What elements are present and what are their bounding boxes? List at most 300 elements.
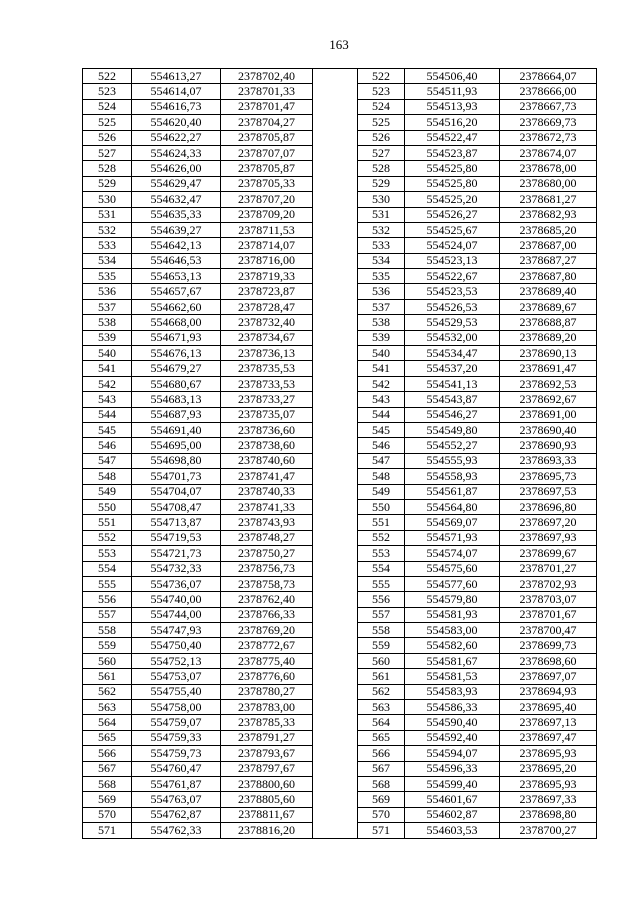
left-x-coordinate: 554653,13 — [132, 269, 221, 284]
right-y-coordinate: 2378695,93 — [500, 746, 597, 761]
right-x-coordinate: 554526,53 — [405, 299, 500, 314]
right-x-coordinate: 554523,53 — [405, 284, 500, 299]
left-point-number: 562 — [83, 684, 132, 699]
coordinates-table — [82, 68, 597, 839]
right-y-coordinate: 2378697,53 — [500, 484, 597, 499]
right-x-coordinate: 554574,07 — [405, 546, 500, 561]
right-point-number: 554 — [358, 561, 405, 576]
right-x-coordinate: 554513,93 — [405, 99, 500, 114]
right-x-coordinate: 554525,20 — [405, 192, 500, 207]
right-point-number: 528 — [358, 161, 405, 176]
right-y-coordinate: 2378681,27 — [500, 192, 597, 207]
left-x-coordinate: 554629,47 — [132, 176, 221, 191]
left-point-number: 554 — [83, 561, 132, 576]
right-y-coordinate: 2378699,67 — [500, 546, 597, 561]
right-point-number: 553 — [358, 546, 405, 561]
right-y-coordinate: 2378687,80 — [500, 269, 597, 284]
left-y-coordinate: 2378728,47 — [221, 299, 313, 314]
right-y-coordinate: 2378698,80 — [500, 807, 597, 822]
left-y-coordinate: 2378816,20 — [221, 823, 313, 838]
right-x-coordinate: 554555,93 — [405, 453, 500, 468]
right-point-number: 529 — [358, 176, 405, 191]
right-y-coordinate: 2378666,00 — [500, 84, 597, 99]
left-y-coordinate: 2378702,40 — [221, 69, 313, 84]
right-x-coordinate: 554522,47 — [405, 130, 500, 145]
right-x-coordinate: 554586,33 — [405, 700, 500, 715]
left-x-coordinate: 554657,67 — [132, 284, 221, 299]
right-point-number: 568 — [358, 776, 405, 791]
right-y-coordinate: 2378697,07 — [500, 669, 597, 684]
left-point-number: 548 — [83, 469, 132, 484]
left-x-coordinate: 554758,00 — [132, 700, 221, 715]
left-y-coordinate: 2378811,67 — [221, 807, 313, 822]
left-point-number: 522 — [83, 69, 132, 84]
right-point-number: 522 — [358, 69, 405, 84]
left-point-number: 550 — [83, 499, 132, 514]
right-x-coordinate: 554511,93 — [405, 84, 500, 99]
left-y-coordinate: 2378785,33 — [221, 715, 313, 730]
left-x-coordinate: 554740,00 — [132, 592, 221, 607]
right-y-coordinate: 2378693,33 — [500, 453, 597, 468]
left-x-coordinate: 554671,93 — [132, 330, 221, 345]
left-x-coordinate: 554676,13 — [132, 346, 221, 361]
left-point-number: 543 — [83, 392, 132, 407]
right-point-number: 547 — [358, 453, 405, 468]
left-point-number: 560 — [83, 653, 132, 668]
right-y-coordinate: 2378672,73 — [500, 130, 597, 145]
right-point-number: 544 — [358, 407, 405, 422]
left-x-coordinate: 554750,40 — [132, 638, 221, 653]
left-point-number: 558 — [83, 623, 132, 638]
left-point-number: 563 — [83, 700, 132, 715]
left-x-coordinate: 554744,00 — [132, 607, 221, 622]
left-x-coordinate: 554620,40 — [132, 115, 221, 130]
left-point-number: 534 — [83, 253, 132, 268]
right-x-coordinate: 554532,00 — [405, 330, 500, 345]
right-x-coordinate: 554561,87 — [405, 484, 500, 499]
left-x-coordinate: 554747,93 — [132, 623, 221, 638]
right-point-number: 557 — [358, 607, 405, 622]
left-point-number: 525 — [83, 115, 132, 130]
left-y-coordinate: 2378748,27 — [221, 530, 313, 545]
right-point-number: 566 — [358, 746, 405, 761]
left-point-number: 532 — [83, 222, 132, 237]
right-x-coordinate: 554571,93 — [405, 530, 500, 545]
left-point-number: 529 — [83, 176, 132, 191]
left-x-coordinate: 554713,87 — [132, 515, 221, 530]
left-point-number: 538 — [83, 315, 132, 330]
right-x-coordinate: 554526,27 — [405, 207, 500, 222]
left-x-coordinate: 554701,73 — [132, 469, 221, 484]
right-x-coordinate: 554523,13 — [405, 253, 500, 268]
left-y-coordinate: 2378743,93 — [221, 515, 313, 530]
right-y-coordinate: 2378689,20 — [500, 330, 597, 345]
right-x-coordinate: 554546,27 — [405, 407, 500, 422]
left-point-number: 561 — [83, 669, 132, 684]
left-x-coordinate: 554732,33 — [132, 561, 221, 576]
right-point-number: 545 — [358, 422, 405, 437]
right-x-coordinate: 554581,53 — [405, 669, 500, 684]
right-x-coordinate: 554602,87 — [405, 807, 500, 822]
right-y-coordinate: 2378669,73 — [500, 115, 597, 130]
left-y-coordinate: 2378791,27 — [221, 730, 313, 745]
right-x-coordinate: 554524,07 — [405, 238, 500, 253]
right-x-coordinate: 554529,53 — [405, 315, 500, 330]
left-x-coordinate: 554760,47 — [132, 761, 221, 776]
left-y-coordinate: 2378701,47 — [221, 99, 313, 114]
right-point-number: 530 — [358, 192, 405, 207]
left-x-coordinate: 554680,67 — [132, 376, 221, 391]
left-x-coordinate: 554708,47 — [132, 499, 221, 514]
left-point-number: 530 — [83, 192, 132, 207]
right-point-number: 525 — [358, 115, 405, 130]
left-point-number: 565 — [83, 730, 132, 745]
left-x-coordinate: 554759,73 — [132, 746, 221, 761]
left-point-number: 541 — [83, 361, 132, 376]
left-point-number: 566 — [83, 746, 132, 761]
right-y-coordinate: 2378695,73 — [500, 469, 597, 484]
left-y-coordinate: 2378756,73 — [221, 561, 313, 576]
right-point-number: 536 — [358, 284, 405, 299]
right-y-coordinate: 2378696,80 — [500, 499, 597, 514]
right-x-coordinate: 554523,87 — [405, 145, 500, 160]
right-x-coordinate: 554581,67 — [405, 653, 500, 668]
left-point-number: 557 — [83, 607, 132, 622]
right-point-number: 555 — [358, 576, 405, 591]
right-point-number: 527 — [358, 145, 405, 160]
right-point-number: 559 — [358, 638, 405, 653]
left-point-number: 553 — [83, 546, 132, 561]
right-point-number: 561 — [358, 669, 405, 684]
left-y-coordinate: 2378736,60 — [221, 422, 313, 437]
right-point-number: 562 — [358, 684, 405, 699]
left-y-coordinate: 2378740,60 — [221, 453, 313, 468]
left-x-coordinate: 554763,07 — [132, 792, 221, 807]
left-point-number: 535 — [83, 269, 132, 284]
right-x-coordinate: 554537,20 — [405, 361, 500, 376]
right-x-coordinate: 554506,40 — [405, 69, 500, 84]
right-y-coordinate: 2378692,67 — [500, 392, 597, 407]
right-point-number: 564 — [358, 715, 405, 730]
left-y-coordinate: 2378735,53 — [221, 361, 313, 376]
left-point-number: 537 — [83, 299, 132, 314]
right-y-coordinate: 2378664,07 — [500, 69, 597, 84]
left-point-number: 523 — [83, 84, 132, 99]
right-y-coordinate: 2378685,20 — [500, 222, 597, 237]
table-row — [83, 69, 597, 84]
right-x-coordinate: 554594,07 — [405, 746, 500, 761]
left-y-coordinate: 2378766,33 — [221, 607, 313, 622]
left-y-coordinate: 2378758,73 — [221, 576, 313, 591]
right-x-coordinate: 554552,27 — [405, 438, 500, 453]
left-point-number: 549 — [83, 484, 132, 499]
left-y-coordinate: 2378780,27 — [221, 684, 313, 699]
left-y-coordinate: 2378723,87 — [221, 284, 313, 299]
left-x-coordinate: 554635,33 — [132, 207, 221, 222]
right-y-coordinate: 2378700,47 — [500, 623, 597, 638]
right-point-number: 556 — [358, 592, 405, 607]
left-point-number: 559 — [83, 638, 132, 653]
right-point-number: 569 — [358, 792, 405, 807]
left-point-number: 555 — [83, 576, 132, 591]
left-y-coordinate: 2378734,67 — [221, 330, 313, 345]
right-y-coordinate: 2378687,27 — [500, 253, 597, 268]
left-y-coordinate: 2378797,67 — [221, 761, 313, 776]
left-y-coordinate: 2378709,20 — [221, 207, 313, 222]
right-point-number: 571 — [358, 823, 405, 838]
right-y-coordinate: 2378690,13 — [500, 346, 597, 361]
right-y-coordinate: 2378703,07 — [500, 592, 597, 607]
right-y-coordinate: 2378697,47 — [500, 730, 597, 745]
left-point-number: 546 — [83, 438, 132, 453]
left-y-coordinate: 2378736,13 — [221, 346, 313, 361]
right-x-coordinate: 554583,93 — [405, 684, 500, 699]
left-y-coordinate: 2378719,33 — [221, 269, 313, 284]
right-y-coordinate: 2378691,00 — [500, 407, 597, 422]
left-x-coordinate: 554704,07 — [132, 484, 221, 499]
right-point-number: 548 — [358, 469, 405, 484]
left-y-coordinate: 2378735,07 — [221, 407, 313, 422]
right-y-coordinate: 2378688,87 — [500, 315, 597, 330]
left-y-coordinate: 2378705,87 — [221, 161, 313, 176]
left-point-number: 531 — [83, 207, 132, 222]
left-y-coordinate: 2378783,00 — [221, 700, 313, 715]
right-x-coordinate: 554564,80 — [405, 499, 500, 514]
right-point-number: 533 — [358, 238, 405, 253]
right-point-number: 543 — [358, 392, 405, 407]
left-point-number: 536 — [83, 284, 132, 299]
right-x-coordinate: 554601,67 — [405, 792, 500, 807]
right-point-number: 552 — [358, 530, 405, 545]
left-x-coordinate: 554679,27 — [132, 361, 221, 376]
right-y-coordinate: 2378697,33 — [500, 792, 597, 807]
right-x-coordinate: 554575,60 — [405, 561, 500, 576]
right-x-coordinate: 554599,40 — [405, 776, 500, 791]
right-point-number: 551 — [358, 515, 405, 530]
right-point-number: 537 — [358, 299, 405, 314]
left-y-coordinate: 2378740,33 — [221, 484, 313, 499]
right-y-coordinate: 2378680,00 — [500, 176, 597, 191]
right-x-coordinate: 554603,53 — [405, 823, 500, 838]
right-x-coordinate: 554590,40 — [405, 715, 500, 730]
left-x-coordinate: 554687,93 — [132, 407, 221, 422]
left-x-coordinate: 554614,07 — [132, 84, 221, 99]
right-point-number: 542 — [358, 376, 405, 391]
left-x-coordinate: 554759,33 — [132, 730, 221, 745]
left-point-number: 552 — [83, 530, 132, 545]
left-x-coordinate: 554755,40 — [132, 684, 221, 699]
right-x-coordinate: 554534,47 — [405, 346, 500, 361]
right-x-coordinate: 554596,33 — [405, 761, 500, 776]
right-y-coordinate: 2378667,73 — [500, 99, 597, 114]
left-y-coordinate: 2378701,33 — [221, 84, 313, 99]
left-x-coordinate: 554753,07 — [132, 669, 221, 684]
left-point-number: 567 — [83, 761, 132, 776]
right-point-number: 539 — [358, 330, 405, 345]
left-point-number: 545 — [83, 422, 132, 437]
left-y-coordinate: 2378707,07 — [221, 145, 313, 160]
left-x-coordinate: 554624,33 — [132, 145, 221, 160]
left-x-coordinate: 554762,87 — [132, 807, 221, 822]
right-y-coordinate: 2378694,93 — [500, 684, 597, 699]
right-y-coordinate: 2378700,27 — [500, 823, 597, 838]
right-point-number: 535 — [358, 269, 405, 284]
left-point-number: 524 — [83, 99, 132, 114]
left-y-coordinate: 2378805,60 — [221, 792, 313, 807]
right-x-coordinate: 554582,60 — [405, 638, 500, 653]
right-x-coordinate: 554525,80 — [405, 176, 500, 191]
left-x-coordinate: 554639,27 — [132, 222, 221, 237]
left-point-number: 528 — [83, 161, 132, 176]
left-y-coordinate: 2378738,60 — [221, 438, 313, 453]
right-y-coordinate: 2378692,53 — [500, 376, 597, 391]
page-number: 163 — [329, 37, 349, 52]
right-y-coordinate: 2378690,93 — [500, 438, 597, 453]
left-x-coordinate: 554691,40 — [132, 422, 221, 437]
right-x-coordinate: 554549,80 — [405, 422, 500, 437]
left-x-coordinate: 554642,13 — [132, 238, 221, 253]
right-y-coordinate: 2378690,40 — [500, 422, 597, 437]
right-point-number: 534 — [358, 253, 405, 268]
left-y-coordinate: 2378800,60 — [221, 776, 313, 791]
right-x-coordinate: 554558,93 — [405, 469, 500, 484]
left-point-number: 569 — [83, 792, 132, 807]
left-point-number: 570 — [83, 807, 132, 822]
left-y-coordinate: 2378707,20 — [221, 192, 313, 207]
right-y-coordinate: 2378701,67 — [500, 607, 597, 622]
right-y-coordinate: 2378702,93 — [500, 576, 597, 591]
left-point-number: 544 — [83, 407, 132, 422]
right-x-coordinate: 554579,80 — [405, 592, 500, 607]
left-point-number: 542 — [83, 376, 132, 391]
right-point-number: 524 — [358, 99, 405, 114]
left-x-coordinate: 554616,73 — [132, 99, 221, 114]
left-y-coordinate: 2378741,33 — [221, 499, 313, 514]
right-y-coordinate: 2378698,60 — [500, 653, 597, 668]
right-point-number: 549 — [358, 484, 405, 499]
left-point-number: 533 — [83, 238, 132, 253]
right-y-coordinate: 2378689,40 — [500, 284, 597, 299]
right-point-number: 563 — [358, 700, 405, 715]
left-point-number: 527 — [83, 145, 132, 160]
left-y-coordinate: 2378733,53 — [221, 376, 313, 391]
left-point-number: 526 — [83, 130, 132, 145]
right-y-coordinate: 2378674,07 — [500, 145, 597, 160]
left-y-coordinate: 2378762,40 — [221, 592, 313, 607]
left-x-coordinate: 554646,53 — [132, 253, 221, 268]
left-x-coordinate: 554613,27 — [132, 69, 221, 84]
right-y-coordinate: 2378699,73 — [500, 638, 597, 653]
right-y-coordinate: 2378695,40 — [500, 700, 597, 715]
right-y-coordinate: 2378678,00 — [500, 161, 597, 176]
left-x-coordinate: 554622,27 — [132, 130, 221, 145]
left-point-number: 551 — [83, 515, 132, 530]
right-y-coordinate: 2378697,93 — [500, 530, 597, 545]
right-point-number: 523 — [358, 84, 405, 99]
right-y-coordinate: 2378695,93 — [500, 776, 597, 791]
right-point-number: 567 — [358, 761, 405, 776]
left-x-coordinate: 554632,47 — [132, 192, 221, 207]
right-x-coordinate: 554541,13 — [405, 376, 500, 391]
left-point-number: 540 — [83, 346, 132, 361]
right-point-number: 565 — [358, 730, 405, 745]
right-x-coordinate: 554569,07 — [405, 515, 500, 530]
left-x-coordinate: 554719,53 — [132, 530, 221, 545]
right-point-number: 526 — [358, 130, 405, 145]
left-y-coordinate: 2378705,87 — [221, 130, 313, 145]
left-x-coordinate: 554752,13 — [132, 653, 221, 668]
right-x-coordinate: 554543,87 — [405, 392, 500, 407]
right-point-number: 531 — [358, 207, 405, 222]
right-y-coordinate: 2378697,20 — [500, 515, 597, 530]
left-y-coordinate: 2378776,60 — [221, 669, 313, 684]
right-point-number: 550 — [358, 499, 405, 514]
right-y-coordinate: 2378695,20 — [500, 761, 597, 776]
column-spacer — [313, 69, 358, 839]
right-point-number: 540 — [358, 346, 405, 361]
left-point-number: 539 — [83, 330, 132, 345]
right-x-coordinate: 554516,20 — [405, 115, 500, 130]
left-y-coordinate: 2378716,00 — [221, 253, 313, 268]
right-y-coordinate: 2378701,27 — [500, 561, 597, 576]
left-y-coordinate: 2378793,67 — [221, 746, 313, 761]
left-x-coordinate: 554721,73 — [132, 546, 221, 561]
right-point-number: 560 — [358, 653, 405, 668]
left-point-number: 564 — [83, 715, 132, 730]
right-x-coordinate: 554522,67 — [405, 269, 500, 284]
right-point-number: 546 — [358, 438, 405, 453]
left-y-coordinate: 2378775,40 — [221, 653, 313, 668]
left-y-coordinate: 2378732,40 — [221, 315, 313, 330]
right-y-coordinate: 2378687,00 — [500, 238, 597, 253]
left-x-coordinate: 554662,60 — [132, 299, 221, 314]
right-y-coordinate: 2378682,93 — [500, 207, 597, 222]
left-x-coordinate: 554683,13 — [132, 392, 221, 407]
left-x-coordinate: 554626,00 — [132, 161, 221, 176]
right-point-number: 532 — [358, 222, 405, 237]
right-x-coordinate: 554581,93 — [405, 607, 500, 622]
right-point-number: 538 — [358, 315, 405, 330]
left-y-coordinate: 2378733,27 — [221, 392, 313, 407]
right-x-coordinate: 554577,60 — [405, 576, 500, 591]
left-y-coordinate: 2378704,27 — [221, 115, 313, 130]
right-x-coordinate: 554525,80 — [405, 161, 500, 176]
left-point-number: 568 — [83, 776, 132, 791]
left-y-coordinate: 2378741,47 — [221, 469, 313, 484]
left-point-number: 571 — [83, 823, 132, 838]
right-point-number: 558 — [358, 623, 405, 638]
left-y-coordinate: 2378772,67 — [221, 638, 313, 653]
left-y-coordinate: 2378714,07 — [221, 238, 313, 253]
right-y-coordinate: 2378689,67 — [500, 299, 597, 314]
right-y-coordinate: 2378697,13 — [500, 715, 597, 730]
left-x-coordinate: 554698,80 — [132, 453, 221, 468]
left-x-coordinate: 554736,07 — [132, 576, 221, 591]
left-y-coordinate: 2378705,33 — [221, 176, 313, 191]
left-x-coordinate: 554762,33 — [132, 823, 221, 838]
left-y-coordinate: 2378769,20 — [221, 623, 313, 638]
left-x-coordinate: 554759,07 — [132, 715, 221, 730]
right-point-number: 541 — [358, 361, 405, 376]
right-x-coordinate: 554592,40 — [405, 730, 500, 745]
left-y-coordinate: 2378750,27 — [221, 546, 313, 561]
left-y-coordinate: 2378711,53 — [221, 222, 313, 237]
left-point-number: 547 — [83, 453, 132, 468]
right-x-coordinate: 554525,67 — [405, 222, 500, 237]
coordinates-table-body — [83, 69, 597, 839]
right-y-coordinate: 2378691,47 — [500, 361, 597, 376]
left-x-coordinate: 554761,87 — [132, 776, 221, 791]
